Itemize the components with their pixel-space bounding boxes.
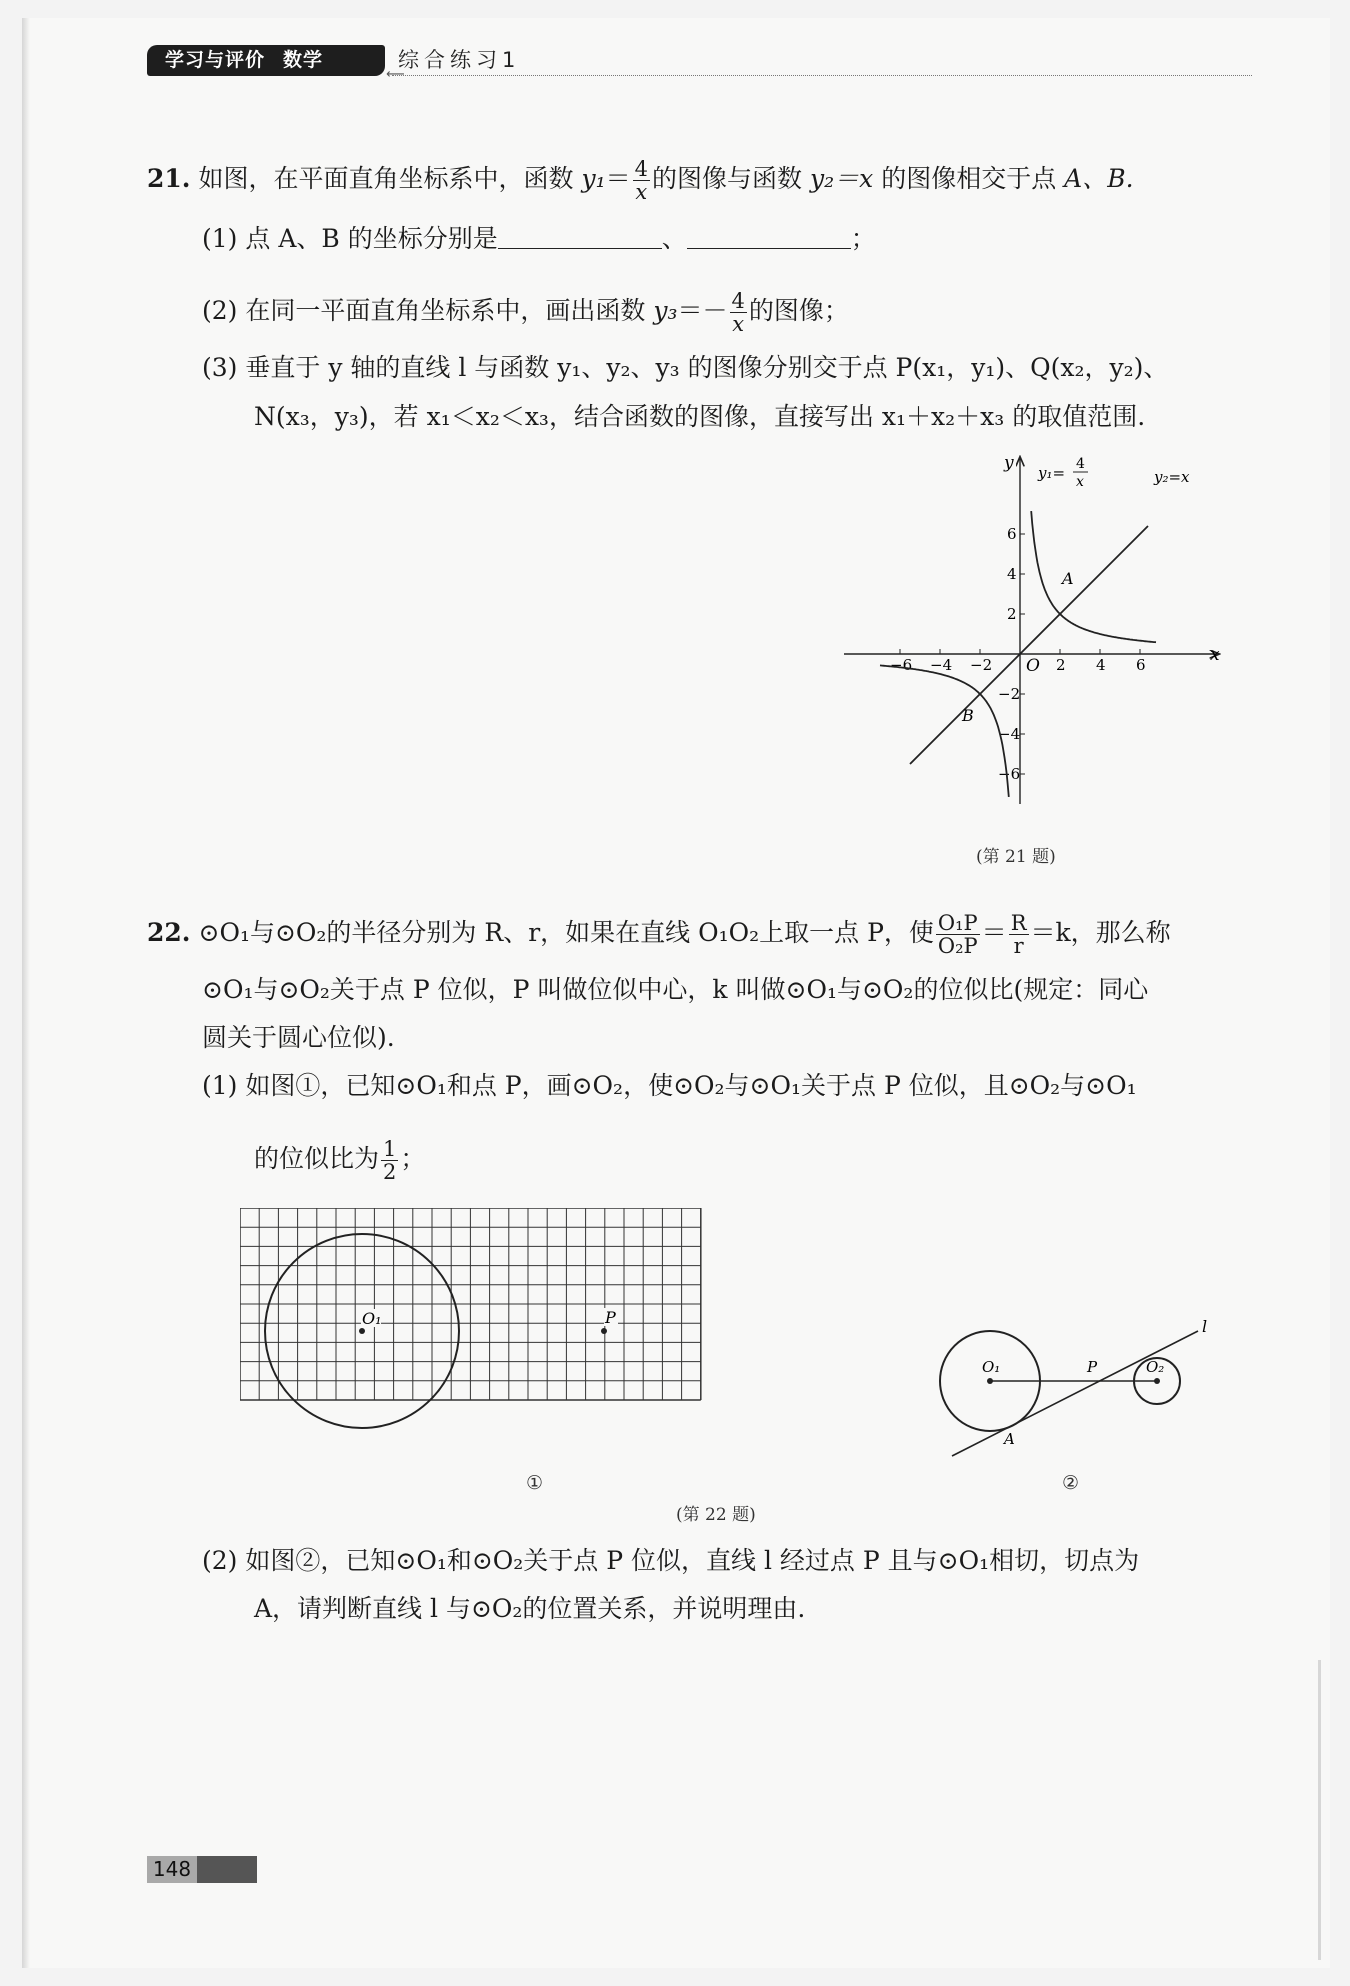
- page-number-bar: [147, 1856, 257, 1883]
- x-tick-label: −4: [930, 656, 953, 674]
- curve-y2-label: y₂=x: [1154, 468, 1190, 486]
- q22-line1: [147, 912, 1171, 957]
- x-tick-label: 2: [1056, 656, 1066, 674]
- y-tick-label: −4: [998, 725, 1021, 743]
- x-tick-label: −6: [890, 656, 913, 674]
- q22-caption: (第 22 题): [676, 1505, 756, 1525]
- y-tick-label: 4: [1007, 565, 1017, 583]
- figure-2-label: ②: [1062, 1472, 1080, 1494]
- label-l: l: [1202, 1317, 1208, 1336]
- label-o2: O₂: [1146, 1358, 1165, 1376]
- q21-part3-line1: [202, 353, 1168, 383]
- q22-number: 22.: [147, 918, 191, 948]
- x-tick-label: 4: [1096, 656, 1106, 674]
- q21-part3-label: (3): [202, 353, 238, 382]
- q22-fraction1: [936, 912, 980, 957]
- center-o1-dot: [359, 1328, 365, 1334]
- figure-1-grid: [240, 1208, 830, 1458]
- x-tick-label: −2: [970, 656, 993, 674]
- q22-line2: ⊙O₁与⊙O₂关于点 P 位似，P 叫做位似中心，k 叫做⊙O₁与⊙O₂的位似比(规定：同心: [202, 975, 1149, 1004]
- q22-part1-end: ；: [400, 1144, 426, 1174]
- q21-part1-sep: 、: [661, 224, 687, 253]
- q21-part1-text: 点 A、B 的坐标分别是: [245, 224, 498, 253]
- curve-y1-frac-num: 4: [1076, 456, 1085, 472]
- y-tick-label: 6: [1007, 525, 1017, 543]
- q21-frac-num: 4: [634, 157, 649, 181]
- y-tick-label: 2: [1007, 605, 1017, 623]
- point-a-label: A: [1062, 569, 1074, 588]
- page-number: 148: [147, 1856, 197, 1883]
- q21-stem: [147, 158, 1134, 203]
- page-edge-shadow: [22, 18, 30, 1968]
- q21-part1-label: (1): [202, 224, 238, 253]
- q22-frac2-den: r: [1013, 934, 1024, 959]
- label-p: P: [605, 1308, 616, 1327]
- q22-part1-fraction: [381, 1138, 398, 1183]
- q21-part2-eq: ＝－: [677, 296, 728, 326]
- y-tick-label: −6: [998, 765, 1021, 783]
- q22-part1-label: (1): [202, 1071, 238, 1100]
- q22-part1-line2: [254, 1138, 425, 1183]
- q22-line3: 圆关于圆心位似).: [202, 1023, 395, 1052]
- answer-blank-a[interactable]: [498, 226, 662, 249]
- q21-y2: y₂＝x: [809, 164, 874, 194]
- curve-y1-label: y₁=: [1038, 464, 1066, 482]
- q21-part2-label: (2): [202, 296, 238, 326]
- q22-frac1-num: O₁P: [937, 911, 978, 935]
- q22-part2-line1: [202, 1546, 1139, 1576]
- header-badge-subject: 数学: [283, 49, 324, 71]
- x-tick-label: 6: [1136, 656, 1146, 674]
- q21-part3-text1: 垂直于 y 轴的直线 l 与函数 y₁、y₂、y₃ 的图像分别交于点 P(x₁，y₁)、Q(x₂，y₂)、: [245, 353, 1169, 382]
- q21-caption: (第 21 题): [976, 847, 1056, 867]
- q21-frac-den: x: [635, 180, 648, 205]
- q22-line1-end: ＝k，那么称: [1030, 918, 1171, 948]
- q22-eq1: ＝: [981, 918, 1007, 948]
- header-rule: [392, 75, 1252, 76]
- y-axis-label: y: [1004, 453, 1014, 473]
- q21-number: 21.: [147, 164, 191, 194]
- header-badge: [147, 45, 385, 76]
- header-badge-book: 学习与评价: [165, 49, 266, 71]
- q22-frac1-den: O₂P: [937, 934, 978, 959]
- q21-points: A、B.: [1064, 164, 1134, 194]
- q21-part1-end: ；: [850, 224, 876, 253]
- q21-part1: [202, 224, 876, 254]
- point-b-label: B: [962, 706, 974, 725]
- center-o2-dot: [1154, 1378, 1160, 1384]
- q22-part1-text2: 的位似比为: [254, 1144, 380, 1174]
- y2-line: [910, 526, 1148, 764]
- answer-blank-b[interactable]: [687, 226, 851, 249]
- x-axis-label: x: [1210, 645, 1220, 665]
- q21-part3-line2: N(x₃，y₃)，若 x₁＜x₂＜x₃，结合函数的图像，直接写出 x₁＋x₂＋x₃ 的取值范围.: [254, 402, 1146, 431]
- center-o1-dot: [987, 1378, 993, 1384]
- page-right-edge: [1318, 1660, 1321, 1960]
- q22-part2-text1: 如图②，已知⊙O₁和⊙O₂关于点 P 位似，直线 l 经过点 P 且与⊙O₁相切，切点为: [245, 1546, 1140, 1575]
- graph-21: [840, 448, 1240, 828]
- figure-1-label: ①: [526, 1472, 544, 1494]
- q21-part2: [202, 290, 849, 335]
- q22-part2-label: (2): [202, 1546, 238, 1575]
- figure-2: [930, 1310, 1230, 1470]
- label-o1: O₁: [982, 1358, 1001, 1376]
- q21-part2-text-a: 在同一平面直角坐标系中，画出函数: [245, 296, 646, 326]
- q21-part2-y3: y₃: [653, 296, 678, 326]
- q22-part1-frac-den: 2: [383, 1160, 397, 1185]
- q21-stem-a: 如图，在平面直角坐标系中，函数: [198, 164, 574, 194]
- q22-fraction2: [1009, 912, 1029, 957]
- q21-part2-fraction: [730, 290, 747, 335]
- q21-y1: y₁: [581, 164, 606, 194]
- y1-curve-q1: [1031, 511, 1156, 642]
- q22-part1-line1: [202, 1071, 1137, 1101]
- q22-part1-text1: 如图①，已知⊙O₁和点 P，画⊙O₂，使⊙O₂与⊙O₁关于点 P 位似，且⊙O₂与⊙O₁: [245, 1071, 1137, 1100]
- q21-stem-b: 的图像与函数: [652, 164, 803, 194]
- curve-y1-frac-den: x: [1076, 474, 1084, 490]
- q22-line1-text: ⊙O₁与⊙O₂的半径分别为 R、r，如果在直线 O₁O₂上取一点 P，使: [198, 918, 934, 948]
- q22-frac2-num: R: [1010, 911, 1027, 935]
- q21-part2-frac-num: 4: [731, 289, 745, 313]
- q21-part2-frac-den: x: [732, 312, 745, 337]
- q21-stem-c: 的图像相交于点: [881, 164, 1057, 194]
- line-l: [952, 1331, 1198, 1456]
- q22-part1-frac-num: 1: [383, 1137, 397, 1161]
- label-p: P: [1087, 1358, 1098, 1376]
- label-a: A: [1004, 1430, 1015, 1448]
- y-tick-label: −2: [998, 685, 1021, 703]
- point-p-dot: [601, 1328, 607, 1334]
- q21-eq: ＝: [605, 164, 631, 194]
- q21-part2-text-b: 的图像；: [748, 296, 849, 326]
- header-arrow-icon: ⟵: [386, 67, 405, 82]
- origin-label: O: [1026, 656, 1040, 676]
- label-o1: O₁: [362, 1309, 382, 1328]
- q21-fraction: [633, 158, 650, 203]
- header-title: 综合练习1: [398, 48, 521, 72]
- q22-part2-line2: A，请判断直线 l 与⊙O₂的位置关系，并说明理由.: [254, 1594, 806, 1623]
